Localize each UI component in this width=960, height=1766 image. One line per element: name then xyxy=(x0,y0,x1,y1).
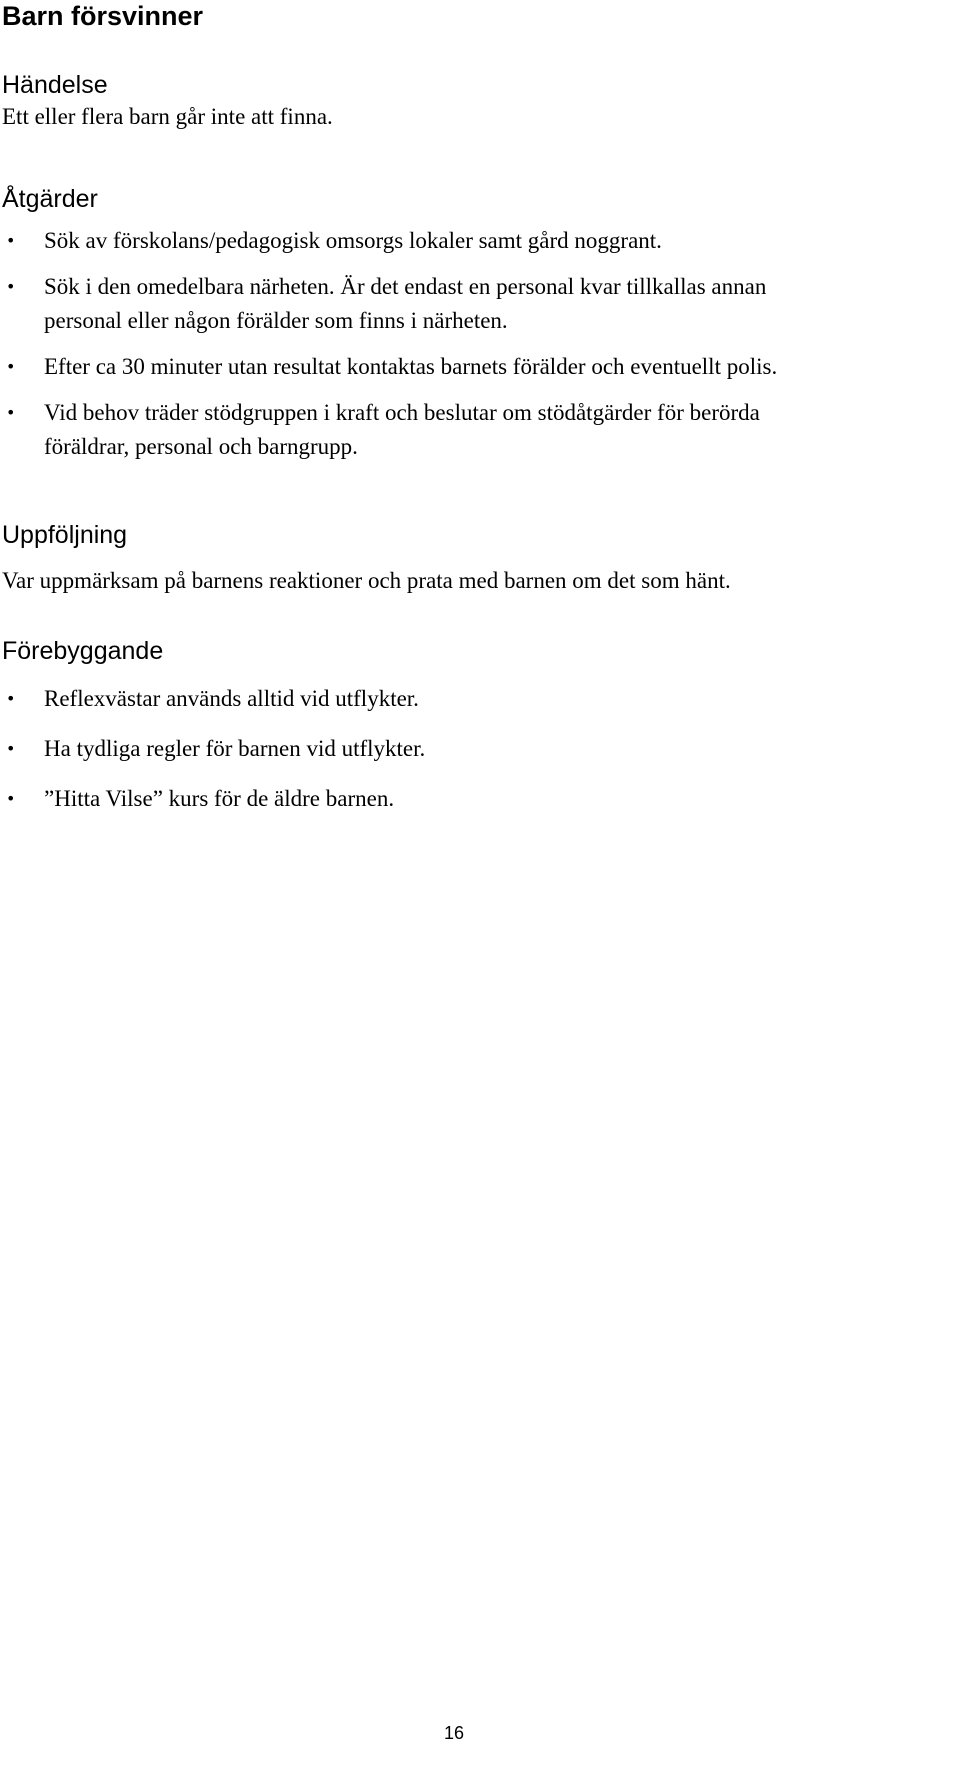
bullet-icon: • xyxy=(6,357,16,376)
heading-uppfoljning: Uppföljning xyxy=(2,521,128,549)
page-number: 16 xyxy=(444,1723,465,1743)
bullet-icon: • xyxy=(6,277,16,296)
list-item xyxy=(0,396,777,464)
list-item xyxy=(0,782,425,816)
bullet-icon: • xyxy=(6,789,16,808)
list-item-text: ”Hitta Vilse” kurs för de äldre barnen. xyxy=(44,786,395,811)
list-item-text: Vid behov träder stödgruppen i kraft och beslutar om stödåtgärder för berörda xyxy=(44,400,760,425)
bullet-icon: • xyxy=(6,403,16,422)
atgarder-list xyxy=(0,224,777,476)
handelse-text: Ett eller flera barn går inte att finna. xyxy=(2,104,333,129)
list-item xyxy=(0,682,425,716)
bullet-icon: • xyxy=(6,739,16,758)
bullet-icon: • xyxy=(6,689,16,708)
list-item xyxy=(0,732,425,766)
list-item-text: Efter ca 30 minuter utan resultat kontaktas barnets förälder och eventuellt polis. xyxy=(44,354,778,379)
list-item-text: Sök av förskolans/pedagogisk omsorgs lokaler samt gård noggrant. xyxy=(44,228,662,253)
list-item xyxy=(0,270,777,338)
forebyggande-list xyxy=(0,682,425,832)
page-title: Barn försvinner xyxy=(2,1,204,31)
list-item xyxy=(0,224,777,258)
uppfoljning-text: Var uppmärksam på barnens reaktioner och prata med barnen om det som hänt. xyxy=(2,568,731,593)
list-item-text: personal eller någon förälder som finns i närheten. xyxy=(44,308,508,333)
list-item xyxy=(0,350,777,384)
list-item-text: föräldrar, personal och barngrupp. xyxy=(44,434,358,459)
list-item-text: Sök i den omedelbara närheten. Är det endast en personal kvar tillkallas annan xyxy=(44,274,767,299)
bullet-icon: • xyxy=(6,231,16,250)
list-item-text: Reflexvästar används alltid vid utflykter. xyxy=(44,686,419,711)
list-item-text: Ha tydliga regler för barnen vid utflykter. xyxy=(44,736,426,761)
heading-forebyggande: Förebyggande xyxy=(2,637,164,665)
heading-atgarder: Åtgärder xyxy=(2,185,98,213)
heading-handelse: Händelse xyxy=(2,71,108,99)
